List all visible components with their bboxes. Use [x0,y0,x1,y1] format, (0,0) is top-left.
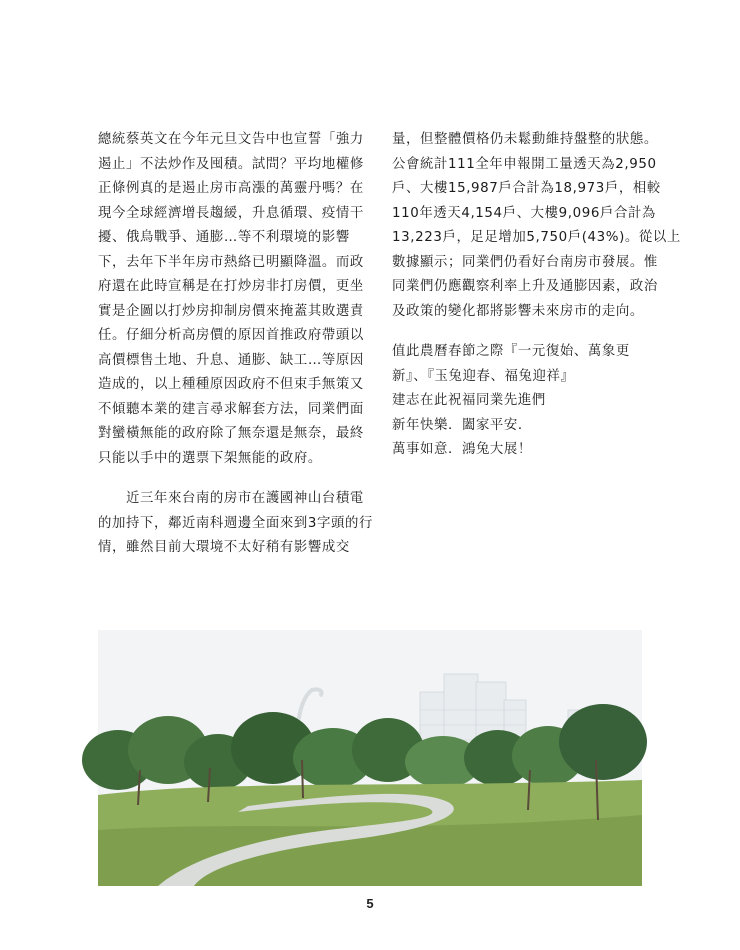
text-line: 公會統計111全年申報開工量透天為2,950 [392,156,657,172]
text-line: 數據顯示；同業們仍看好台南房市發展。惟 [392,254,658,270]
text-line: 及政策的變化都將影響未來房市的走向。 [392,303,644,319]
text-line: 只能以手中的選票下架無能的政府。 [98,450,322,466]
paragraph-gap [98,471,374,487]
text-line: 情，雖然目前大環境不太好稍有影響成交 [98,540,350,555]
left-paragraph-2 [98,487,374,561]
greeting-line: 萬事如意．鴻兔大展！ [392,442,532,457]
left-paragraph-1 [98,128,374,471]
left-column [98,128,374,561]
text-line: 戶、大樓15,987戶合計為18,973戶，相較 [392,181,661,196]
text-line: 擾、俄烏戰爭、通膨…等不利環境的影響 [98,230,350,245]
text-line: 總統蔡英文在今年元旦文告中也宣誓「強力 [98,132,364,147]
page-number: 5 [366,896,374,911]
text-line: 對蠻橫無能的政府除了無奈還是無奈，最終 [98,426,364,441]
greeting-block [392,340,650,463]
text-line: 13,223戶，足足增加5,750戶(43%)。從以上 [392,230,681,245]
greeting-line: 值此農曆春節之際『一元復始、萬象更 [392,344,630,359]
text-line: 遏止」不法炒作及囤積。試問？平均地權修 [98,156,364,172]
text-line: 府還在此時宣稱是在打炒房非打房價，更坐 [98,279,364,294]
text-line: 任。仔細分析高房價的原因首推政府帶頭以 [98,328,364,343]
text-line: 量，但整體價格仍未鬆動維持盤整的狀態。 [392,132,658,147]
greeting-line: 新年快樂．闔家平安． [392,417,532,433]
park-scene [98,630,642,886]
text-line: 高價標售土地、升息、通膨、缺工…等原因 [98,352,364,368]
text-line: 實是企圖以打炒房抑制房價來掩蓋其敗選責 [98,303,364,319]
park-photo [98,630,642,886]
paragraph-gap [392,324,650,340]
text-line: 正條例真的是遏止房市高漲的萬靈丹嗎？在 [98,181,364,196]
right-paragraph-1 [392,128,681,324]
text-line: 不傾聽本業的建言尋求解套方法，同業們面 [98,401,364,417]
greeting-line: 新』、『玉兔迎春、福兔迎祥』 [392,368,575,384]
text-line: 同業們仍應觀察利率上升及通膨因素，政治 [392,279,658,294]
right-column [392,128,681,463]
text-line: 的加持下，鄰近南科週邊全面來到3字頭的行 [98,515,373,531]
text-line: 現今全球經濟增長趨緩，升息循環、疫情干 [98,205,364,221]
greeting-signature-line: 建志在此祝福同業先進們 [392,393,546,408]
text-line: 造成的，以上種種原因政府不但束手無策又 [98,377,364,392]
text-line: 下，去年下半年房市熱絡已明顯降溫。而政 [98,254,364,270]
text-line: 110年透天4,154戶、大樓9,096戶合計為 [392,205,656,221]
text-line: 近三年來台南的房市在護國神山台積電 [98,491,364,506]
